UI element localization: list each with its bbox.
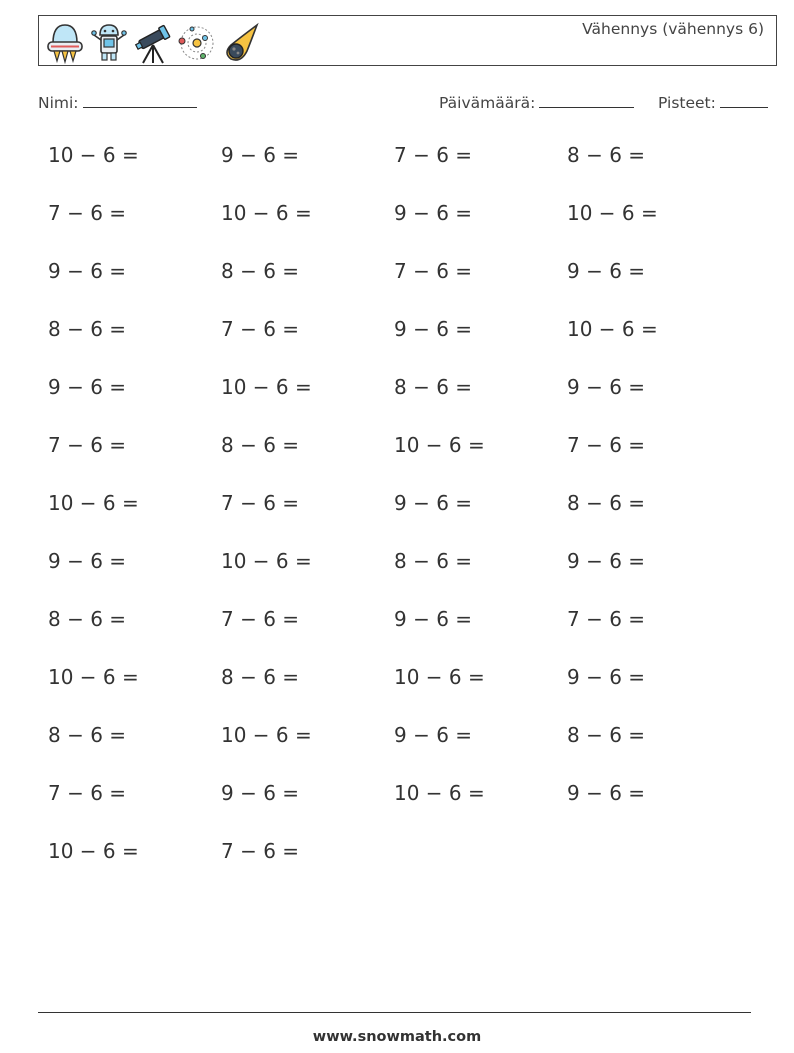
problem-item: 10 − 6 = — [221, 723, 312, 747]
worksheet-title: Vähennys (vähennys 6) — [582, 20, 764, 38]
problem-item: 9 − 6 = — [567, 549, 646, 573]
problem-row — [48, 839, 748, 879]
problem-item: 7 − 6 = — [567, 433, 646, 457]
problem-item: 8 − 6 = — [48, 607, 127, 631]
name-field[interactable] — [38, 93, 197, 112]
problem-item: 7 − 6 = — [221, 317, 300, 341]
problem-item: 9 − 6 = — [394, 607, 473, 631]
problem-item: 7 − 6 = — [221, 491, 300, 515]
problem-item: 7 − 6 = — [48, 781, 127, 805]
problem-item: 7 − 6 = — [394, 259, 473, 283]
problem-item: 9 − 6 = — [48, 259, 127, 283]
problem-item: 8 − 6 = — [394, 549, 473, 573]
problem-row — [48, 665, 748, 705]
problem-item: 7 − 6 = — [567, 607, 646, 631]
problem-item: 7 − 6 = — [48, 433, 127, 457]
problem-item: 8 − 6 = — [221, 665, 300, 689]
problem-row — [48, 781, 748, 821]
footer-site: www.snowmath.com — [312, 1029, 482, 1045]
header-icons — [45, 21, 261, 65]
problem-item: 9 − 6 = — [48, 549, 127, 573]
problem-item: 9 − 6 = — [394, 491, 473, 515]
problem-item: 9 − 6 = — [567, 375, 646, 399]
score-field[interactable] — [658, 93, 768, 112]
problem-item: 10 − 6 = — [221, 201, 312, 225]
problem-item: 9 − 6 = — [394, 201, 473, 225]
problem-item: 10 − 6 = — [48, 839, 139, 863]
worksheet-header — [38, 15, 777, 66]
problem-row — [48, 607, 748, 647]
problem-item: 8 − 6 = — [221, 259, 300, 283]
problem-item: 9 − 6 = — [394, 723, 473, 747]
problem-item: 7 − 6 = — [221, 607, 300, 631]
problem-row — [48, 143, 748, 183]
ufo-icon — [45, 21, 85, 65]
problem-item: 10 − 6 = — [567, 201, 658, 225]
problem-item: 9 − 6 = — [567, 259, 646, 283]
telescope-icon — [133, 21, 173, 65]
problem-item: 10 − 6 = — [394, 781, 485, 805]
problem-item: 10 − 6 = — [221, 375, 312, 399]
problem-row — [48, 549, 748, 589]
problem-item: 8 − 6 = — [221, 433, 300, 457]
problem-item: 8 − 6 = — [567, 143, 646, 167]
problem-row — [48, 491, 748, 531]
problem-item: 10 − 6 = — [221, 549, 312, 573]
problem-item: 7 − 6 = — [394, 143, 473, 167]
problem-item: 10 − 6 = — [394, 665, 485, 689]
problem-row — [48, 723, 748, 763]
score-label: Pisteet: — [658, 94, 716, 112]
footer-divider — [38, 1012, 751, 1013]
date-label: Päivämäärä: — [439, 94, 536, 112]
problem-item: 8 − 6 = — [567, 723, 646, 747]
problem-item: 7 − 6 = — [48, 201, 127, 225]
name-blank[interactable] — [83, 93, 197, 108]
comet-icon — [221, 21, 261, 65]
problem-item: 10 − 6 = — [567, 317, 658, 341]
problem-item: 9 − 6 = — [221, 781, 300, 805]
score-blank[interactable] — [720, 93, 768, 108]
problem-row — [48, 201, 748, 241]
problem-item: 9 − 6 = — [567, 665, 646, 689]
problem-item: 8 − 6 = — [394, 375, 473, 399]
name-label: Nimi: — [38, 94, 79, 112]
date-field[interactable] — [439, 93, 634, 112]
problem-row — [48, 375, 748, 415]
problem-row — [48, 317, 748, 357]
problem-item: 10 − 6 = — [48, 143, 139, 167]
problem-item: 9 − 6 = — [221, 143, 300, 167]
problem-row — [48, 259, 748, 299]
problem-item: 8 − 6 = — [48, 723, 127, 747]
problem-row — [48, 433, 748, 473]
problem-item: 8 − 6 = — [48, 317, 127, 341]
problem-item: 9 − 6 = — [567, 781, 646, 805]
problem-item: 9 − 6 = — [394, 317, 473, 341]
problem-item: 9 − 6 = — [48, 375, 127, 399]
robot-icon — [89, 21, 129, 65]
problem-item: 10 − 6 = — [394, 433, 485, 457]
problem-item: 10 − 6 = — [48, 665, 139, 689]
problem-item: 10 − 6 = — [48, 491, 139, 515]
problem-item: 8 − 6 = — [567, 491, 646, 515]
solar-system-icon — [177, 21, 217, 65]
problem-item: 7 − 6 = — [221, 839, 300, 863]
date-blank[interactable] — [539, 93, 634, 108]
